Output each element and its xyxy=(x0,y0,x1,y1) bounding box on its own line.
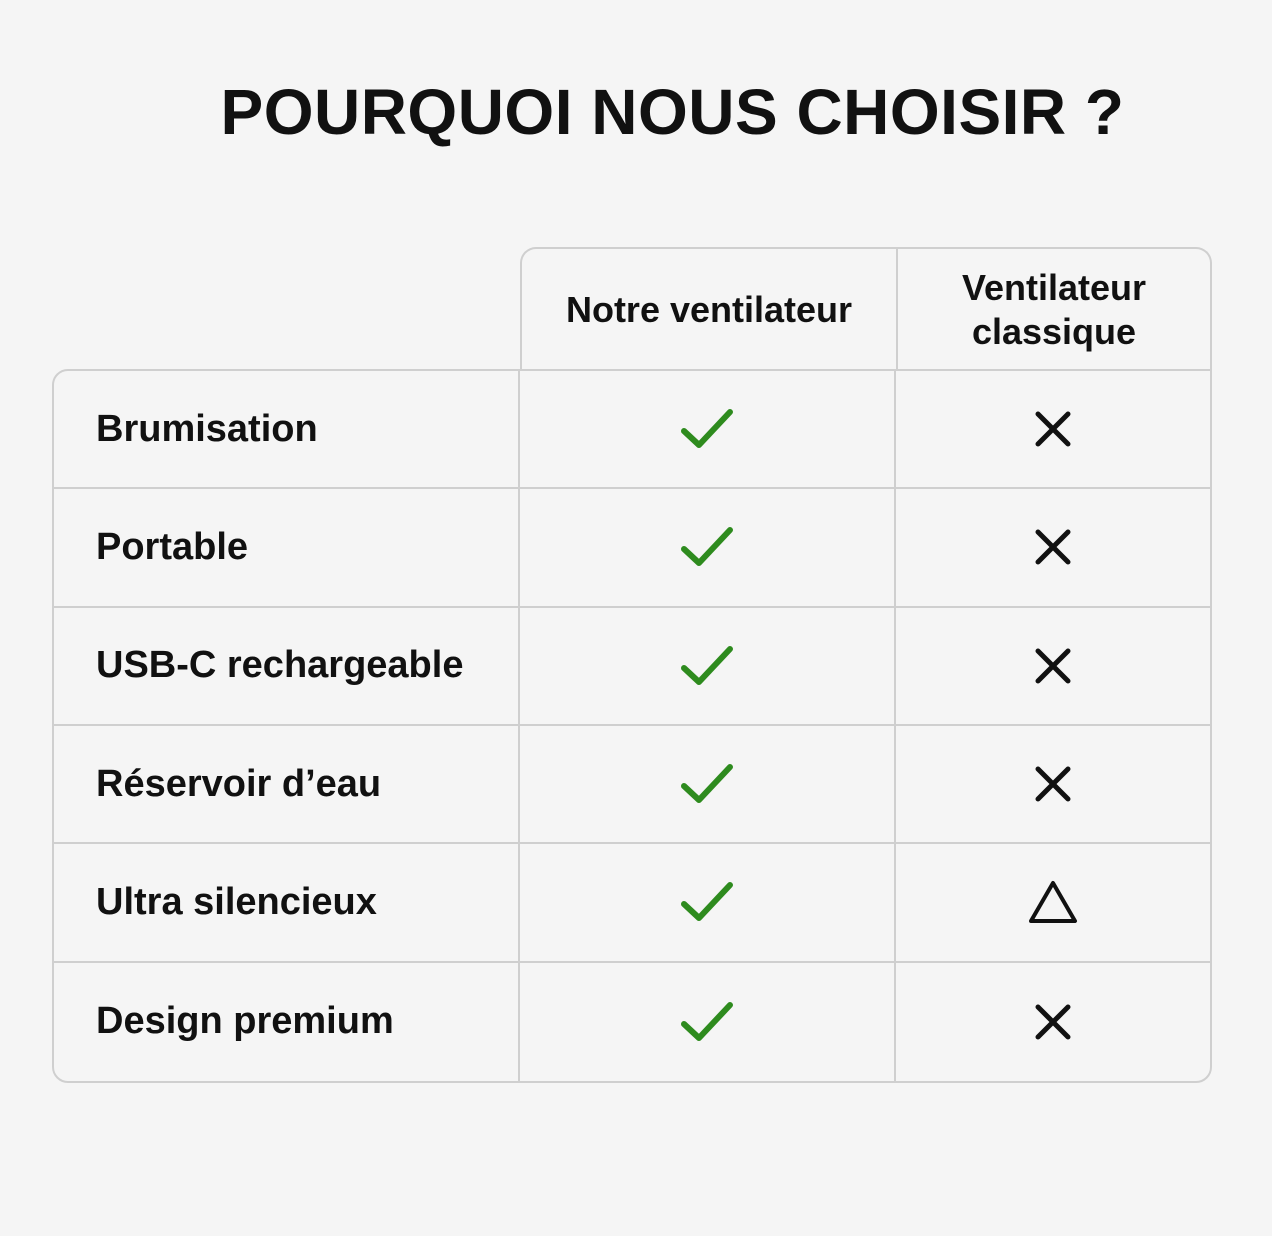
table-row xyxy=(54,844,1210,962)
feature-label: Brumisation xyxy=(54,371,520,487)
check-icon xyxy=(679,878,735,926)
table-row xyxy=(54,608,1210,726)
cell-classic xyxy=(896,489,1210,605)
feature-label: Ultra silencieux xyxy=(54,844,520,960)
check-icon xyxy=(679,760,735,808)
cell-ours xyxy=(520,963,896,1081)
check-icon xyxy=(679,642,735,690)
table-row xyxy=(54,963,1210,1081)
cell-classic xyxy=(896,608,1210,724)
cell-ours xyxy=(520,489,896,605)
cross-icon xyxy=(1033,764,1073,804)
cell-classic xyxy=(896,963,1210,1081)
column-header-classic xyxy=(898,249,1210,371)
column-header-classic-label xyxy=(962,266,1146,354)
cell-classic xyxy=(896,726,1210,842)
page-title: POURQUOI NOUS CHOISIR ? xyxy=(220,76,1125,148)
check-icon xyxy=(679,523,735,571)
feature-label: USB-C rechargeable xyxy=(54,608,520,724)
column-header-classic-line2: classique xyxy=(971,311,1137,352)
check-icon xyxy=(679,405,735,453)
feature-label: Design premium xyxy=(54,963,520,1081)
cell-ours xyxy=(520,608,896,724)
table-row xyxy=(54,726,1210,844)
feature-label: Réservoir d’eau xyxy=(54,726,520,842)
check-icon xyxy=(679,998,735,1046)
cross-icon xyxy=(1033,527,1073,567)
feature-label: Portable xyxy=(54,489,520,605)
comparison-header xyxy=(520,247,1212,371)
table-row xyxy=(54,489,1210,607)
column-header-ours xyxy=(522,249,898,371)
column-header-classic-line1: Ventilateur xyxy=(961,267,1147,308)
cell-ours xyxy=(520,371,896,487)
triangle-icon xyxy=(1027,879,1079,925)
cross-icon xyxy=(1033,409,1073,449)
cell-ours xyxy=(520,726,896,842)
cell-classic xyxy=(896,371,1210,487)
cell-classic xyxy=(896,844,1210,960)
cross-icon xyxy=(1033,1002,1073,1042)
comparison-table xyxy=(52,369,1212,1083)
cross-icon xyxy=(1033,646,1073,686)
cell-ours xyxy=(520,844,896,960)
column-header-ours-label: Notre ventilateur xyxy=(565,289,853,330)
table-row xyxy=(54,371,1210,489)
